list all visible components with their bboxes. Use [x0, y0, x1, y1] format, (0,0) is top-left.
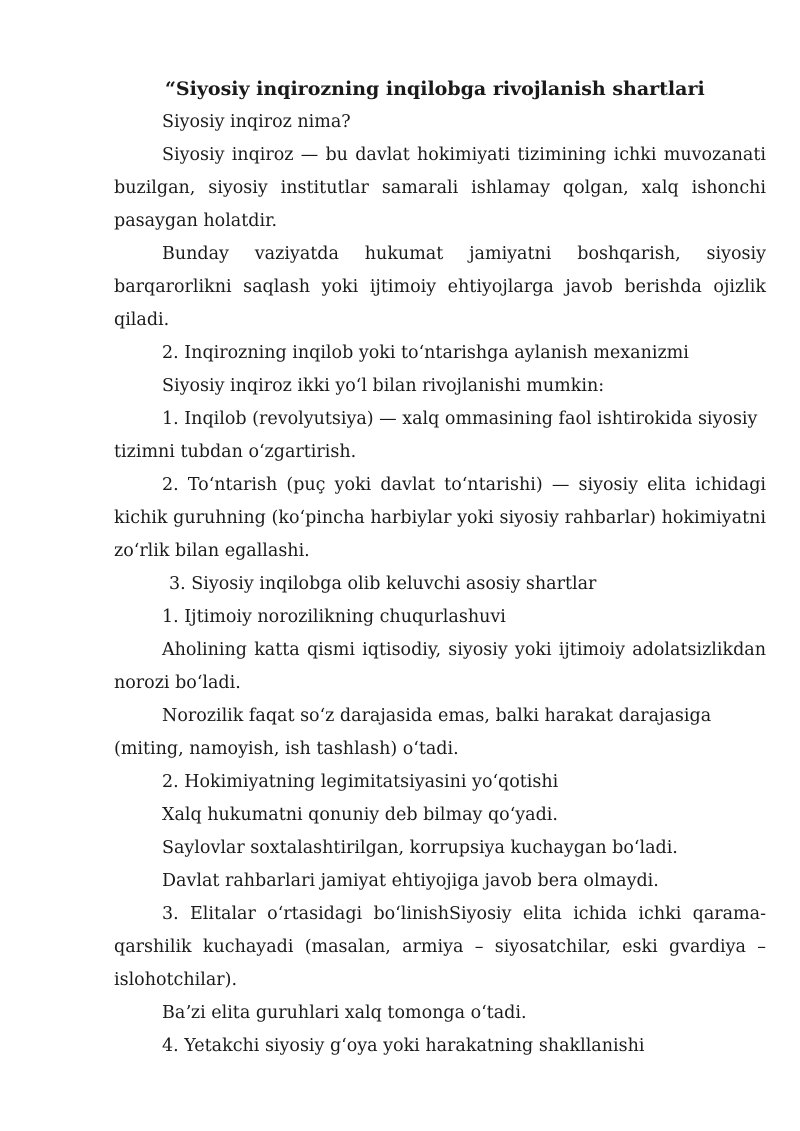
paragraph: Norozilik faqat soʻz darajasida emas, balki harakat darajasiga (miting, namoyish, ish tashlash) oʻtadi.	[114, 706, 712, 759]
list-item: 1. Inqilob (revolyutsiya) — xalq ommasining faol ishtirokida siyosiy tizimni tubdan oʻzgartirish.	[114, 409, 758, 462]
paragraph: Baʼzi elita guruhlari xalq tomonga oʻtadi.	[162, 1003, 527, 1023]
section-heading: 2. Inqirozning inqilob yoki toʻntarishga aylanish mexanizmi	[162, 343, 689, 363]
paragraph: Xalq hukumatni qonuniy deb bilmay qoʻyadi.	[162, 805, 558, 825]
subsection-heading: 4. Yetakchi siyosiy gʻoya yoki harakatning shakllanishi	[162, 1036, 645, 1056]
paragraph: Siyosiy inqiroz — bu davlat hokimiyati tizimining ichki muvozanati buzilgan, siyosiy institutlar samarali ishlamay qolgan, xalq ishonchi pasaygan holatdir.	[114, 145, 766, 231]
section-heading: 3. Siyosiy inqilobga olib keluvchi asosiy shartlar	[169, 574, 597, 594]
subsection-heading: 3. Elitalar oʻrtasidagi boʻlinishSiyosiy elita ichida ichki qarama-qarshilik kuchayadi (masalan, armiya – siyosatchilar, eski gvardiya – islohotchilar).	[114, 904, 766, 990]
paragraph: Aholining katta qismi iqtisodiy, siyosiy yoki ijtimoiy adolatsizlikdan norozi boʻladi.	[114, 640, 766, 693]
document-body	[114, 73, 766, 1063]
subsection-heading: 1. Ijtimoiy norozilikning chuqurlashuvi	[162, 607, 506, 627]
paragraph: Bunday vaziyatda hukumat jamiyatni boshqarish, siyosiy barqarorlikni saqlash yoki ijtimoiy ehtiyojlarga javob berishda ojizlik qiladi.	[114, 244, 766, 330]
paragraph: Siyosiy inqiroz ikki yoʻl bilan rivojlanishi mumkin:	[162, 376, 605, 396]
paragraph: Siyosiy inqiroz nima?	[162, 112, 351, 132]
paragraph: Davlat rahbarlari jamiyat ehtiyojiga javob bera olmaydi.	[162, 871, 659, 891]
list-item: 2. Toʻntarish (puç yoki davlat toʻntarishi) — siyosiy elita ichidagi kichik guruhning (koʻpincha harbiylar yoki siyosiy rahbarlar) hokimiyatni zoʻrlik bilan egallashi.	[114, 475, 766, 561]
subsection-heading: 2. Hokimiyatning legimitatsiyasini yoʻqotishi	[162, 772, 559, 792]
document-title: “Siyosiy inqirozning inqilobga rivojlanish shartlari	[165, 78, 705, 100]
paragraph: Saylovlar soxtalashtirilgan, korrupsiya kuchaygan boʻladi.	[162, 838, 678, 858]
